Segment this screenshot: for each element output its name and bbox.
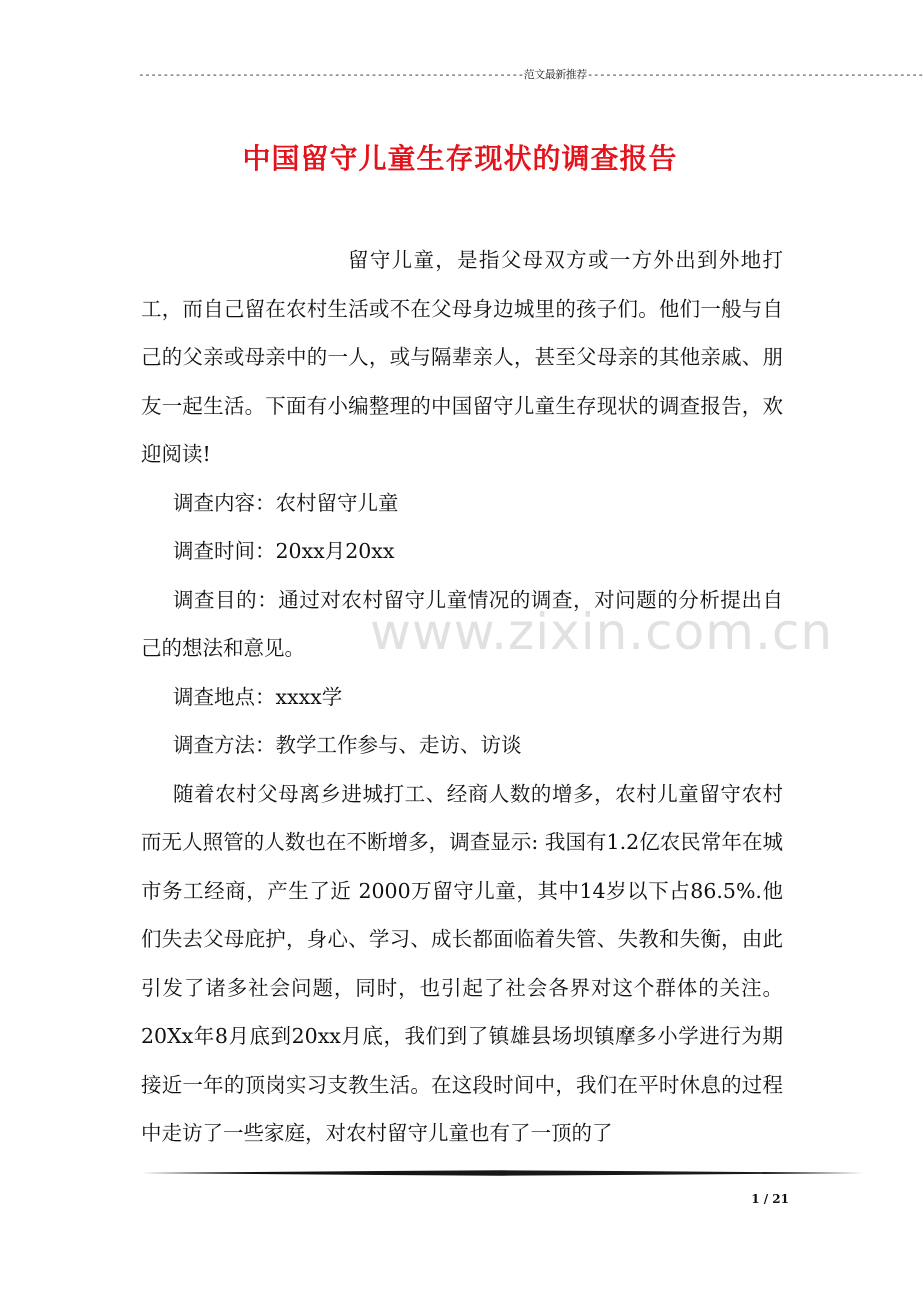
page-number: 1 / 21 — [751, 1192, 789, 1206]
footer-divider — [141, 1167, 863, 1179]
document-title: 中国留守儿童生存现状的调查报告 — [242, 141, 678, 175]
background-paragraph: 随着农村父母离乡进城打工、经商人数的增多，农村儿童留守农村而无人照管的人数也在不断增多，调查显示: 我国有1.2亿农民常年在城市务工经商，产生了近 2000万留守儿童，其中14岁以下占86.5%.他们失去父母庇护，身心、学习、成长都面临着失管、失教和失衡，由此引发了诸多社会问题，同时，也引起了社会各界对这个群体的关注。20Xx年8月底到20xx月底，我们到了镇雄县场坝镇摩多小学进行为期接近一年的顶岗实习支教生活。在这段时间中，我们在平时休息的过程中走访了一些家庭，对农村留守儿童也有了一顶的了 — [141, 781, 783, 1145]
survey-purpose-paragraph: 调查目的：通过对农村留守儿童情况的调查，对问题的分析提出自己的想法和意见。 — [141, 587, 783, 660]
survey-location-line: 调查地点：xxxx学 — [173, 684, 343, 709]
watermark-text: www.zixin.com.cn — [370, 603, 834, 661]
survey-method-line: 调查方法：教学工作参与、走访、访谈 — [173, 733, 522, 757]
header-banner: ---------------------------------------------------------------范文最新推荐------------------------------------------------------- — [138, 68, 923, 81]
document-body — [141, 236, 783, 1158]
survey-content-line: 调查内容：农村留守儿童 — [173, 490, 399, 515]
intro-paragraph: 留守儿童，是指父母双方或一方外出到外地打工，而自己留在农村生活或不在父母身边城里的孩子们。他们一般与自己的父亲或母亲中的一人，或与隔辈亲人，甚至父母亲的其他亲戚、朋友一起生活。下面有小编整理的中国留守儿童生存现状的调查报告，欢迎阅读! — [141, 248, 783, 466]
survey-time-line: 调查时间：20xx月20xx — [173, 539, 395, 563]
